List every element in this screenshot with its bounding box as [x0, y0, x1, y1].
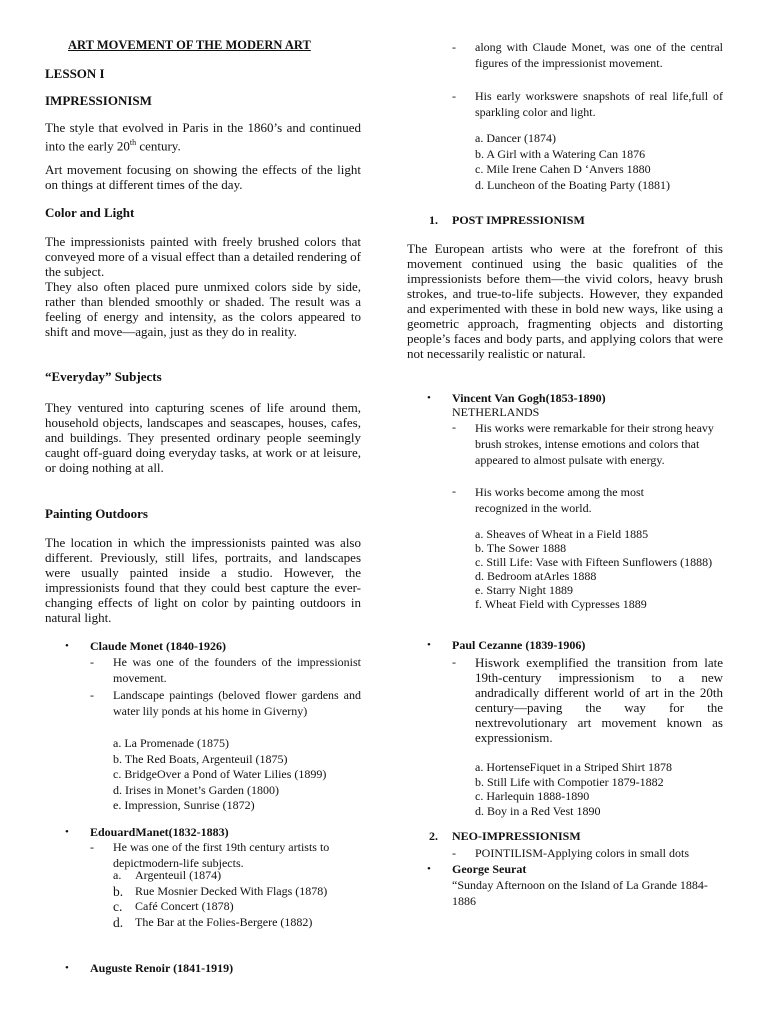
renoir-work-item: c. Mile Irene Cahen D ‘Anvers 1880 [475, 162, 651, 176]
color-light-paragraph: The impressionists painted with freely brushed colors that conveyed more of a visual effect than a detailed rendering of the subject. They also often placed pure unmixed colors side by side, rather than blended smoothly or shaded. The result was a feeling of energy and intensity, as the colors appeared to shift and move—again, just as they do in reality. [45, 234, 361, 339]
work-letter: d. [113, 914, 124, 930]
monet-work-item: d. Irises in Monet’s Garden (1800) [113, 782, 279, 797]
vangogh-desc-1: His works were remarkable for their strong heavy brush strokes, intense emotions and colors that appeared to almost pulsate with energy. [475, 421, 714, 467]
work-letter: c. [113, 899, 123, 914]
bullet-icon: • [65, 640, 69, 652]
vangogh-work-item: e. Starry Night 1889 [475, 583, 573, 597]
everyday-heading: “Everyday” Subjects [45, 369, 162, 384]
dash-icon: - [452, 655, 456, 669]
neo-impressionism-number: 2. [429, 829, 438, 843]
renoir-work-item: a. Dancer (1874) [475, 131, 556, 145]
bullet-icon: • [427, 392, 431, 404]
monet-work-item: c. BridgeOver a Pond of Water Lilies (1899) [113, 767, 327, 781]
color-light-heading: Color and Light [45, 205, 135, 220]
outdoors-paragraph: The location in which the impressionists painted was also different. Previously, still lifes, portraits, and landscapes were usually painted inside a studio. However, the impressionists found that they could best capture the ever-changing effects of light on color by painting outdoors in natural light. [45, 535, 361, 625]
neo-desc-1: POINTILISM-Applying colors in small dots [475, 846, 689, 860]
post-impressionism-number: 1. [429, 213, 438, 227]
monet-desc-1: He was one of the founders of the impressionist movement. [113, 655, 361, 685]
cezanne-work-item: d. Boy in a Red Vest 1890 [475, 803, 601, 818]
cezanne-work-item: a. HortenseFiquet in a Striped Shirt 1878 [475, 760, 672, 774]
intro-superscript: th [129, 138, 137, 147]
intro-text: The style that evolved in Paris in the 1860’s and continued into the early 20 [45, 120, 361, 154]
cezanne-name: Paul Cezanne (1839-1906) [452, 638, 586, 652]
dash-icon: - [452, 484, 456, 498]
post-impressionism-heading: POST IMPRESSIONISM [452, 213, 585, 227]
manet-work-item [113, 868, 363, 884]
monet-desc-2: Landscape paintings (beloved flower gardens and water lily ponds at his home in Giverny) [113, 688, 361, 718]
renoir-works-list [475, 131, 670, 193]
dash-icon: - [452, 40, 456, 54]
vangogh-work-item: a. Sheaves of Wheat in a Field 1885 [475, 527, 649, 541]
dash-icon: - [452, 89, 456, 103]
work-title: The Bar at the Folies-Bergere (1882) [135, 914, 313, 929]
work-letter: a. [113, 868, 122, 882]
post-impressionism-paragraph: The European artists who were at the forefront of this movement continued using the basic qualities of the impressionists before them—the vivid colors, heavy brush strokes, and true-to-life subjects. However, they expanded and experimented with these in bold new ways, like using a geometric approach, fragmenting objects and distorting people’s faces and body parts, and applying colors that were not necessarily realistic or natural. [407, 241, 723, 361]
work-letter: b. [113, 883, 124, 899]
impressionism-heading: IMPRESSIONISM [45, 93, 152, 108]
vangogh-work-item: d. Bedroom atArles 1888 [475, 569, 597, 583]
work-title: Rue Mosnier Decked With Flags (1878) [135, 883, 328, 898]
cezanne-work-item: b. Still Life with Compotier 1879-1882 [475, 774, 664, 789]
cezanne-work-item: c. Harlequin 1888-1890 [475, 789, 590, 803]
seurat-name: George Seurat [452, 862, 527, 876]
cezanne-works-list [475, 760, 672, 818]
vangogh-name: Vincent Van Gogh(1853-1890) [452, 391, 606, 405]
renoir-desc-1: along with Claude Monet, was one of the central figures of the impressionist movement. [475, 40, 723, 70]
intro-paragraph-1 [45, 120, 361, 153]
vangogh-work-item: b. The Sower 1888 [475, 541, 567, 555]
manet-name: EdouardManet(1832-1883) [90, 825, 229, 839]
lesson-heading: LESSON I [45, 66, 105, 81]
document-title: ART MOVEMENT OF THE MODERN ART [68, 38, 311, 52]
work-title: Café Concert (1878) [135, 899, 234, 913]
vangogh-work-item: f. Wheat Field with Cypresses 1889 [475, 597, 647, 611]
manet-desc-1: He was one of the first 19th century artists to depictmodern-life subjects. [113, 840, 330, 870]
renoir-desc-2: His early workswere snapshots of real life,full of sparkling color and light. [475, 89, 723, 119]
dash-icon: - [452, 420, 456, 434]
intro-text-end: century. [136, 138, 181, 154]
vangogh-country: NETHERLANDS [452, 405, 540, 419]
seurat-work: “Sunday Afternoon on the Island of La Grande 1884-1886 [452, 878, 708, 908]
dash-icon: - [90, 840, 94, 854]
work-title: Argenteuil (1874) [135, 868, 222, 882]
monet-work-item: a. La Promenade (1875) [113, 736, 229, 750]
monet-work-item: e. Impression, Sunrise (1872) [113, 798, 255, 812]
manet-works-list [113, 868, 363, 930]
vangogh-work-item: c. Still Life: Vase with Fifteen Sunflowers (1888) [475, 555, 713, 569]
dash-icon: - [452, 846, 456, 860]
neo-impressionism-heading: NEO-IMPRESSIONISM [452, 829, 581, 843]
vangogh-desc-2: His works become among the most recognized in the world. [475, 485, 644, 515]
manet-work-item [113, 899, 363, 915]
monet-work-item: b. The Red Boats, Argenteuil (1875) [113, 751, 288, 766]
dash-icon: - [90, 655, 94, 669]
renoir-name: Auguste Renoir (1841-1919) [90, 961, 234, 975]
bullet-icon: • [65, 962, 69, 974]
monet-works-list [113, 736, 326, 814]
bullet-icon: • [65, 826, 69, 838]
monet-name: Claude Monet (1840-1926) [90, 639, 226, 653]
manet-work-item [113, 915, 363, 931]
cezanne-desc-1: Hiswork exemplified the transition from late 19th-century impressionism to a new andradically different world of art in the 20th century—paving the way for the nextrevolutionary art movement known as expressionism. [475, 655, 723, 745]
renoir-work-item: d. Luncheon of the Boating Party (1881) [475, 177, 670, 192]
outdoors-heading: Painting Outdoors [45, 506, 148, 521]
bullet-icon: • [427, 863, 431, 875]
everyday-paragraph: They ventured into capturing scenes of life around them, household objects, landscapes and seascapes, houses, cafes, and buildings. They presented ordinary people seemingly caught off-guard doing everyday tasks, at work or at leisure, or doing nothing at all. [45, 400, 361, 475]
vangogh-works-list [475, 527, 723, 611]
bullet-icon: • [427, 639, 431, 651]
dash-icon: - [90, 688, 94, 702]
manet-work-item [113, 884, 363, 900]
intro-paragraph-2: Art movement focusing on showing the effects of the light on things at different times of the day. [45, 162, 361, 192]
renoir-work-item: b. A Girl with a Watering Can 1876 [475, 146, 646, 161]
